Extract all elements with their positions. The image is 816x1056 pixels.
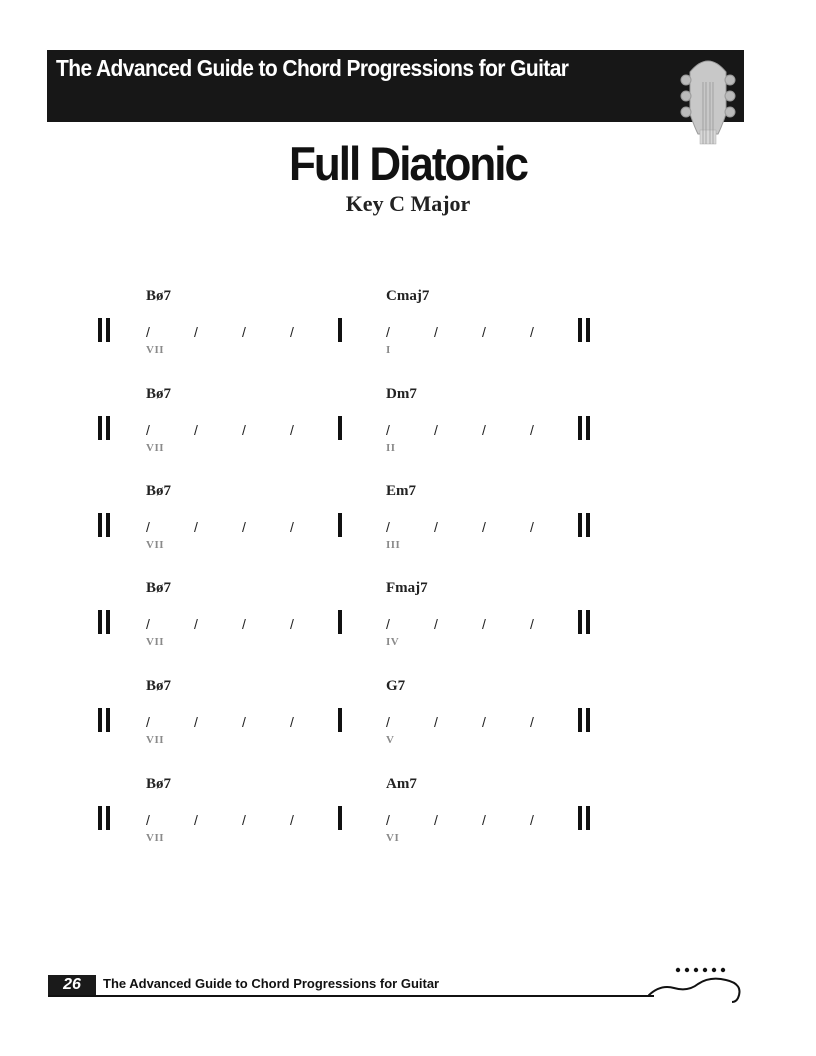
barline xyxy=(338,806,342,830)
double-barline xyxy=(578,708,591,732)
beat-slash: / xyxy=(194,519,198,535)
beat-slash: / xyxy=(434,324,438,340)
beat-slash: / xyxy=(434,616,438,632)
beat-slash: / xyxy=(194,812,198,828)
page-subtitle: Key C Major xyxy=(345,191,471,216)
beat-slash: / xyxy=(146,812,150,828)
beat-slash: / xyxy=(242,324,246,340)
page-title: Full Diatonic xyxy=(289,138,527,191)
beat-slash: / xyxy=(482,422,486,438)
chord-name: Em7 xyxy=(386,483,416,499)
beat-slash: / xyxy=(530,422,534,438)
beat-slash: / xyxy=(290,714,294,730)
page-number: 26 xyxy=(48,975,96,995)
beat-slash: / xyxy=(386,616,390,632)
barline xyxy=(338,416,342,440)
beat-slash: / xyxy=(146,714,150,730)
beat-slash: / xyxy=(194,422,198,438)
double-barline xyxy=(98,610,111,634)
chord-row xyxy=(0,288,816,378)
beat-slash: / xyxy=(434,519,438,535)
beat-slash: / xyxy=(482,714,486,730)
roman-numeral: VII xyxy=(146,539,165,551)
beat-slash: / xyxy=(242,422,246,438)
chord-row xyxy=(0,580,816,670)
beat-slash: / xyxy=(290,422,294,438)
beat-slash: / xyxy=(530,714,534,730)
roman-numeral: IV xyxy=(386,636,400,648)
barline xyxy=(338,513,342,537)
double-barline xyxy=(98,416,111,440)
roman-numeral: V xyxy=(386,734,395,746)
double-barline xyxy=(578,806,591,830)
beat-slash: / xyxy=(290,616,294,632)
book-title: The Advanced Guide to Chord Progressions for Guitar xyxy=(56,56,569,82)
beat-slash: / xyxy=(530,812,534,828)
chord-name: Dm7 xyxy=(386,386,417,402)
roman-numeral: II xyxy=(386,442,396,454)
roman-numeral: VI xyxy=(386,832,400,844)
chord-name: Bø7 xyxy=(146,678,172,694)
beat-slash: / xyxy=(146,422,150,438)
barline xyxy=(338,708,342,732)
beat-slash: / xyxy=(386,519,390,535)
chord-name: Cmaj7 xyxy=(386,288,430,304)
beat-slash: / xyxy=(194,616,198,632)
chord-name: Am7 xyxy=(386,776,417,792)
beat-slash: / xyxy=(290,812,294,828)
beat-slash: / xyxy=(434,812,438,828)
beat-slash: / xyxy=(242,812,246,828)
roman-numeral: VII xyxy=(146,832,165,844)
double-barline xyxy=(578,416,591,440)
double-barline xyxy=(578,318,591,342)
roman-numeral: VII xyxy=(146,442,165,454)
barline xyxy=(338,610,342,634)
chord-name: Fmaj7 xyxy=(386,580,428,596)
beat-slash: / xyxy=(194,324,198,340)
beat-slash: / xyxy=(482,324,486,340)
chord-name: Bø7 xyxy=(146,483,172,499)
beat-slash: / xyxy=(194,714,198,730)
beat-slash: / xyxy=(146,519,150,535)
double-barline xyxy=(98,318,111,342)
beat-slash: / xyxy=(146,324,150,340)
roman-numeral: VII xyxy=(146,734,165,746)
beat-slash: / xyxy=(242,519,246,535)
footer-title: The Advanced Guide to Chord Progressions for Guitar xyxy=(103,976,440,991)
guitar-headstock-icon xyxy=(676,52,740,146)
roman-numeral: I xyxy=(386,344,391,356)
double-barline xyxy=(98,708,111,732)
beat-slash: / xyxy=(530,324,534,340)
footer-divider xyxy=(48,995,654,997)
beat-slash: / xyxy=(434,714,438,730)
beat-slash: / xyxy=(146,616,150,632)
beat-slash: / xyxy=(386,422,390,438)
beat-slash: / xyxy=(386,714,390,730)
barline xyxy=(338,318,342,342)
chord-name: G7 xyxy=(386,678,406,694)
chord-name: Bø7 xyxy=(146,776,172,792)
chord-name: Bø7 xyxy=(146,386,172,402)
double-barline xyxy=(98,513,111,537)
chord-name: Bø7 xyxy=(146,288,172,304)
roman-numeral: VII xyxy=(146,344,165,356)
beat-slash: / xyxy=(242,714,246,730)
chord-name: Bø7 xyxy=(146,580,172,596)
chord-row xyxy=(0,678,816,768)
beat-slash: / xyxy=(482,812,486,828)
beat-slash: / xyxy=(434,422,438,438)
beat-slash: / xyxy=(242,616,246,632)
chord-row xyxy=(0,386,816,476)
beat-slash: / xyxy=(530,616,534,632)
beat-slash: / xyxy=(290,519,294,535)
chord-row xyxy=(0,776,816,866)
beat-slash: / xyxy=(386,324,390,340)
roman-numeral: III xyxy=(386,539,401,551)
chord-row xyxy=(0,483,816,573)
roman-numeral: VII xyxy=(146,636,165,648)
double-barline xyxy=(578,513,591,537)
beat-slash: / xyxy=(290,324,294,340)
beat-slash: / xyxy=(482,616,486,632)
guitar-neck-swoosh-icon xyxy=(648,962,744,1004)
beat-slash: / xyxy=(530,519,534,535)
double-barline xyxy=(578,610,591,634)
beat-slash: / xyxy=(482,519,486,535)
header-banner xyxy=(47,50,744,122)
double-barline xyxy=(98,806,111,830)
beat-slash: / xyxy=(386,812,390,828)
